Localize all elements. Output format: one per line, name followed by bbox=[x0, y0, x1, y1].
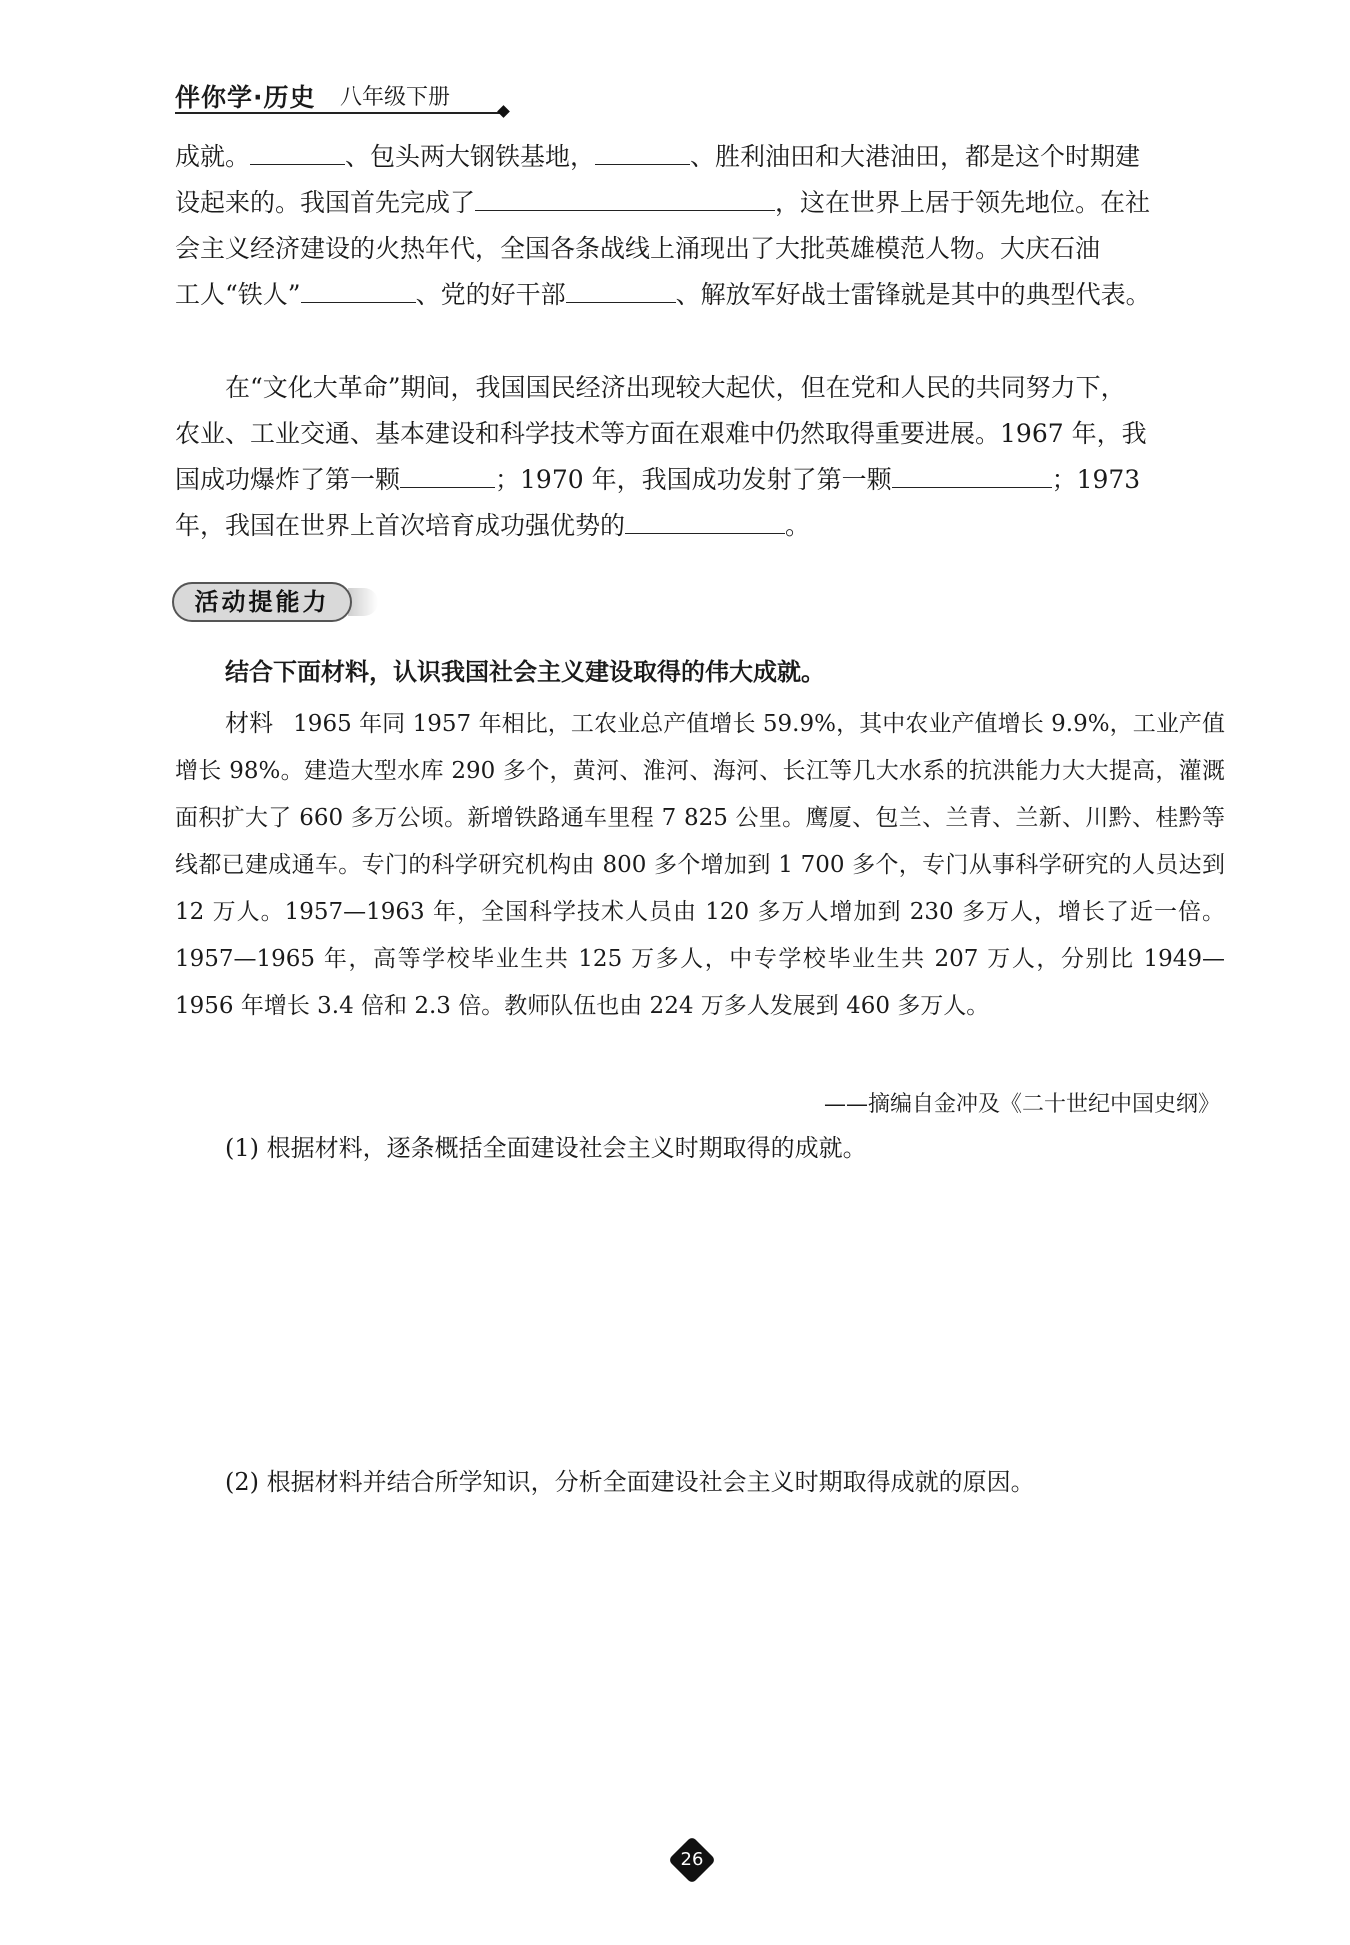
fill-blank[interactable] bbox=[566, 276, 676, 303]
text-run: ；1970 年，我国成功发射了第一颗 bbox=[495, 465, 892, 494]
badge-tail bbox=[348, 588, 378, 616]
text-run: 国成功爆炸了第一颗 bbox=[175, 465, 401, 494]
text-run: 、解放军好战士雷锋就是其中的典型代表。 bbox=[675, 280, 1151, 309]
material-source: ——摘编自金冲及《二十世纪中国史纲》 bbox=[823, 1092, 1220, 1117]
section-title: 活动提能力 bbox=[194, 588, 330, 616]
material-tag: 材料 bbox=[225, 709, 274, 737]
text-run: ；1973 bbox=[1051, 465, 1141, 494]
fill-blank[interactable] bbox=[625, 507, 785, 534]
question-2: (2) 根据材料并结合所学知识，分析全面建设社会主义时期取得成就的原因。 bbox=[225, 1468, 1035, 1496]
intro-paragraph-1 bbox=[175, 134, 1225, 318]
material-body: 1965 年同 1957 年相比，工农业总产值增长 59.9%，其中农业产值增长 9.9%，工业产值增长 98%。建造大型水库 290 多个，黄河、淮河、海河、长江等几大水系的抗洪能力大大提高，灌溉面积扩大了 660 多万公顷。新增铁路通车里程 7 825 公里。鹰厦、包兰、兰青、兰新、川黔、桂黔等线都已建成通车。专门的科学研究机构由 800 多个增加到 1 700 多个，专门从事科学研究的人员达到 12 万人。1957—1963 年，全国科学技术人员由 120 多万人增加到 230 多万人，增长了近一倍。1957—1965 年，高等学校毕业生共 125 万多人，中专学校毕业生共 207 万人，分别比 1949—1956 年增长 3.4 倍和 2.3 倍。教师队伍也由 224 万多人发展到 460 多万人。 bbox=[175, 711, 1226, 1019]
text-line bbox=[175, 503, 1225, 549]
text-run: 、党的好干部 bbox=[415, 280, 566, 309]
header-rule bbox=[175, 112, 505, 114]
text-line bbox=[175, 134, 1225, 180]
diamond-icon bbox=[497, 105, 510, 118]
text-line: 在“文化大革命”期间，我国国民经济出现较大起伏，但在党和人民的共同努力下， bbox=[225, 373, 1126, 402]
text-run: 设起来的。我国首先完成了 bbox=[175, 188, 476, 217]
material-paragraph bbox=[175, 700, 1225, 1030]
grade-label: 八年级下册 bbox=[340, 85, 451, 110]
text-run: 年，我国在世界上首次培育成功强优势的 bbox=[175, 511, 626, 540]
text-run: 、胜利油田和大港油田，都是这个时期建 bbox=[690, 142, 1141, 171]
fill-blank[interactable] bbox=[595, 138, 690, 165]
text-run: ，这在世界上居于领先地位。在社 bbox=[775, 188, 1151, 217]
text-line: 会主义经济建设的火热年代，全国各条战线上涌现出了大批英雄模范人物。大庆石油 bbox=[175, 234, 1101, 263]
text-run: 工人“铁人” bbox=[175, 280, 301, 309]
text-line: 农业、工业交通、基本建设和科学技术等方面在艰难中仍然取得重要进展。1967 年，我 bbox=[175, 419, 1147, 448]
text-run: 、包头两大钢铁基地， bbox=[345, 142, 596, 171]
fill-blank[interactable] bbox=[400, 461, 495, 488]
text-line bbox=[175, 457, 1225, 503]
fill-blank[interactable] bbox=[301, 276, 416, 303]
intro-paragraph-2 bbox=[175, 365, 1225, 549]
question-1: (1) 根据材料，逐条概括全面建设社会主义时期取得的成就。 bbox=[225, 1134, 867, 1162]
page-number bbox=[672, 1840, 712, 1880]
material-passage bbox=[175, 700, 1225, 1030]
activity-instruction: 结合下面材料，认识我国社会主义建设取得的伟大成就。 bbox=[225, 658, 825, 686]
running-header bbox=[175, 78, 515, 112]
fill-blank[interactable] bbox=[250, 138, 345, 165]
book-series-title: 伴你学·历史 bbox=[175, 83, 316, 112]
fill-blank[interactable] bbox=[475, 184, 775, 211]
text-run: 。 bbox=[785, 511, 811, 540]
fill-blank[interactable] bbox=[892, 461, 1052, 488]
text-line bbox=[175, 272, 1225, 318]
text-line bbox=[175, 180, 1225, 226]
text-run: 成就。 bbox=[175, 142, 251, 171]
section-badge bbox=[172, 582, 378, 624]
page-number-text: 26 bbox=[680, 1849, 704, 1870]
